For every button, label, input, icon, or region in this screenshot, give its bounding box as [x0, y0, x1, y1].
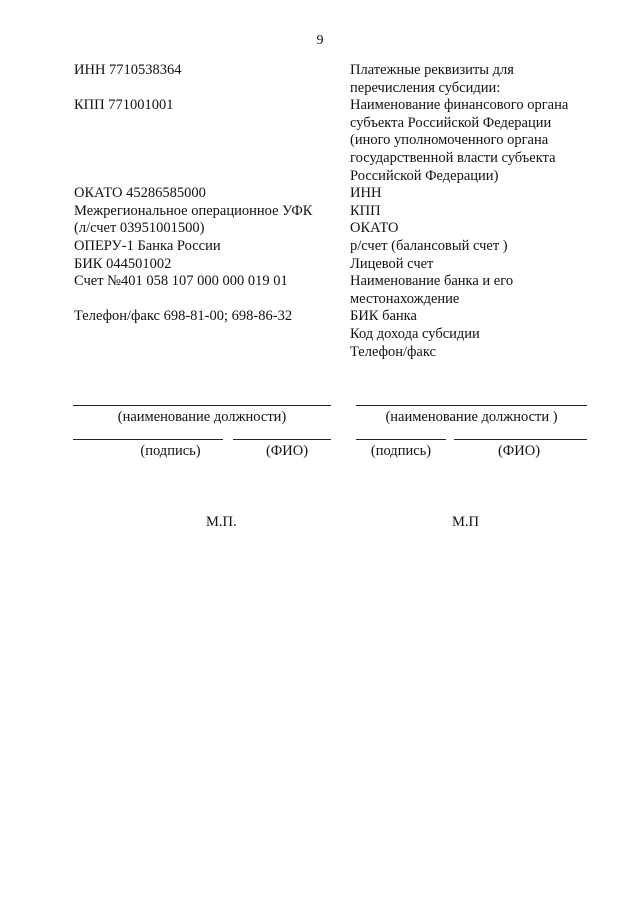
- signature-underline: [356, 439, 446, 440]
- fio-underline: [233, 439, 331, 440]
- account-line: Счет №401 058 107 000 000 019 01: [74, 273, 288, 290]
- signature-caption: (подпись): [370, 443, 432, 459]
- requisite-line: государственной власти субъекта: [350, 149, 556, 166]
- bik-line: БИК 044501002: [74, 255, 172, 272]
- stamp-placeholder: М.П: [452, 514, 479, 530]
- requisite-line: Код дохода субсидии: [350, 325, 480, 342]
- requisite-line: Платежные реквизиты для: [350, 62, 514, 78]
- fio-caption: (ФИО): [265, 443, 309, 459]
- okato-line: ОКАТО 45286585000: [74, 185, 206, 202]
- page-number: 9: [316, 33, 324, 48]
- signature-caption: (подпись): [140, 443, 201, 459]
- recipient-details: [74, 62, 334, 326]
- requisite-line: Телефон/факс: [350, 343, 436, 360]
- phone-line: Телефон/факс 698-81-00; 698-86-32: [74, 308, 293, 325]
- requisite-line: Наименование финансового органа: [350, 97, 569, 114]
- position-underline: [356, 405, 587, 406]
- requisite-line: ИНН: [350, 185, 382, 202]
- ufk-line-2: (л/счет 03951001500): [74, 220, 205, 237]
- fio-caption: (ФИО): [497, 443, 541, 459]
- bank-line: ОПЕРУ-1 Банка России: [74, 237, 221, 254]
- stamp-placeholder: М.П.: [206, 514, 237, 530]
- requisite-line: (иного уполномоченного органа: [350, 132, 549, 149]
- fio-underline: [454, 439, 587, 440]
- kpp-line: КПП 771001001: [74, 97, 174, 114]
- requisite-line: перечисления субсидии:: [350, 79, 501, 96]
- requisite-line: субъекта Российской Федерации: [350, 114, 552, 131]
- requisite-line: КПП: [350, 202, 381, 219]
- requisite-line: БИК банка: [350, 308, 417, 325]
- inn-line: ИНН 7710538364: [74, 62, 182, 78]
- requisite-line: Лицевой счет: [350, 255, 434, 272]
- requisite-line: р/счет (балансовый счет ): [350, 237, 508, 254]
- requisite-line: местонахождение: [350, 290, 460, 307]
- position-underline: [73, 405, 331, 406]
- position-caption: (наименование должности): [117, 409, 287, 425]
- position-caption: (наименование должности ): [385, 409, 558, 425]
- signature-underline: [73, 439, 223, 440]
- requisite-line: Российской Федерации): [350, 167, 499, 184]
- ufk-line-1: Межрегиональное операционное УФК: [74, 202, 313, 219]
- requisite-line: Наименование банка и его: [350, 273, 514, 290]
- payment-requisites: [350, 62, 600, 361]
- requisite-line: ОКАТО: [350, 220, 399, 237]
